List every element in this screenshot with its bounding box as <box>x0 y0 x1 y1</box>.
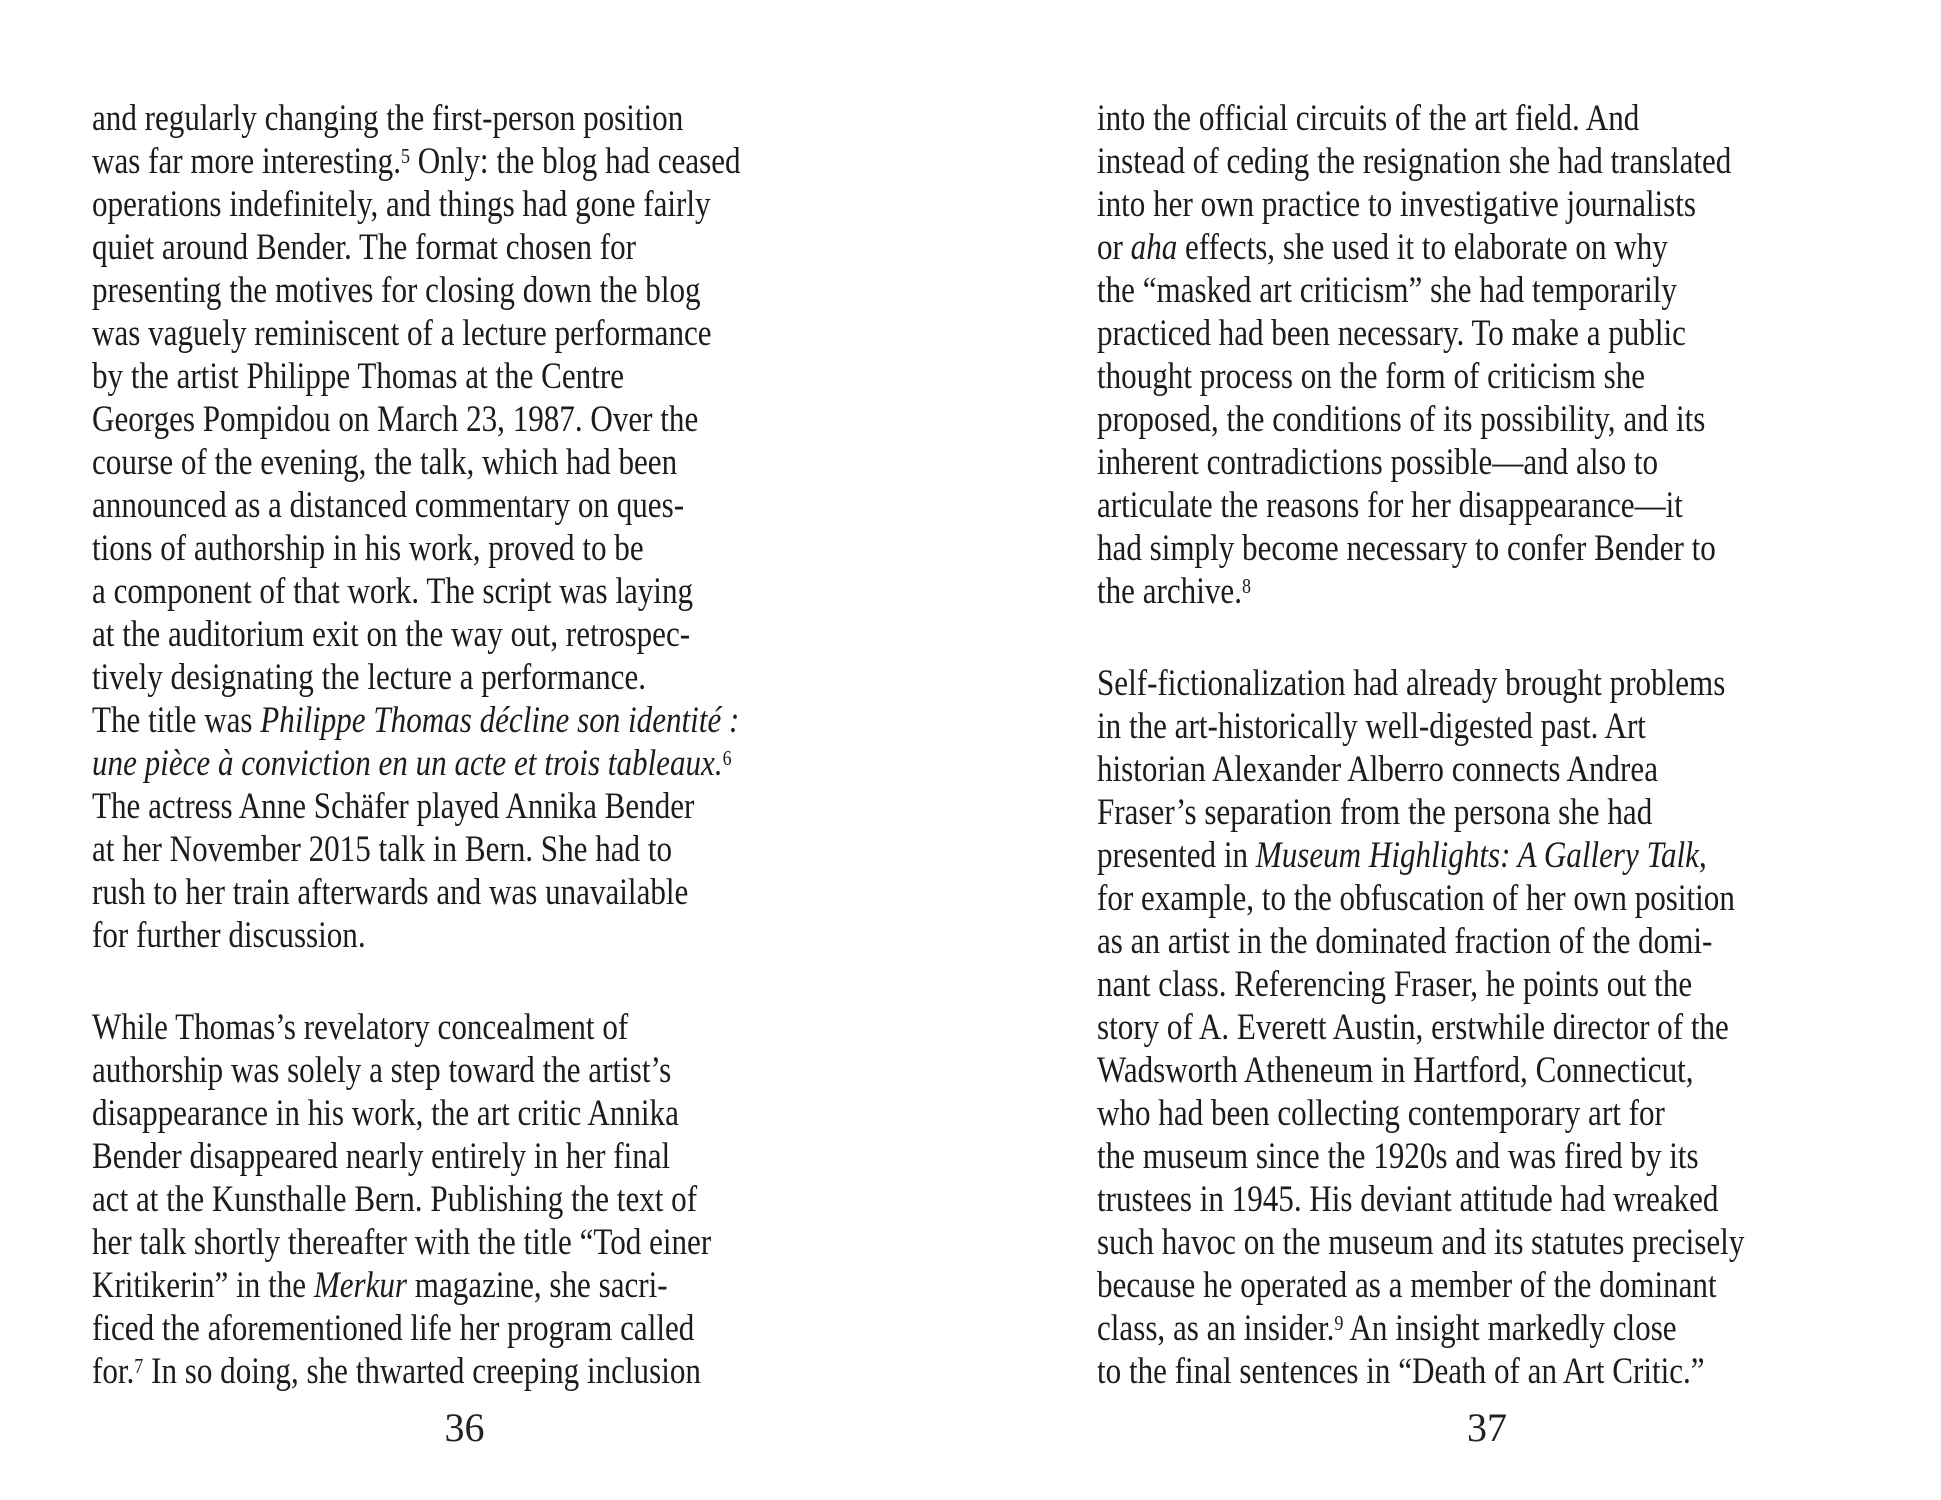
text-line <box>92 269 882 312</box>
text-run: tions of authorship in his work, proved to be <box>92 528 644 569</box>
text-run: , <box>1698 835 1707 876</box>
text-run: was vaguely reminiscent of a lecture performance <box>92 313 712 354</box>
text-run: trustees in 1945. His deviant attitude had wreaked <box>1097 1179 1719 1220</box>
text-run: operations indefinitely, and things had gone fairly <box>92 184 711 225</box>
text-run: Fraser’s separation from the persona she had <box>1097 792 1653 833</box>
text-line <box>1097 527 1887 570</box>
text-run: for further discussion. <box>92 915 366 956</box>
text-line <box>92 742 882 785</box>
text-line <box>1097 705 1887 748</box>
text-run: authorship was solely a step toward the artist’s <box>92 1050 672 1091</box>
text-run: magazine, she sacri- <box>407 1265 668 1306</box>
page-37 <box>970 0 1941 1500</box>
text-line <box>1097 441 1887 484</box>
emphasized-text: aha <box>1130 227 1178 268</box>
paragraph <box>1097 662 1887 1393</box>
text-line <box>1097 834 1887 877</box>
text-line <box>92 656 882 699</box>
text-run: Kritikerin” in the <box>92 1265 314 1306</box>
text-run: in the art-historically well-digested past. Art <box>1097 706 1646 747</box>
text-run: historian Alexander Alberro connects Andrea <box>1097 749 1658 790</box>
text-run: While Thomas’s revelatory concealment of <box>92 1007 629 1048</box>
text-run: nant class. Referencing Fraser, he points out the <box>1097 964 1693 1005</box>
text-run: instead of ceding the resignation she had translated <box>1097 141 1732 182</box>
text-run: The title was <box>92 700 261 741</box>
text-line <box>92 871 882 914</box>
text-line <box>1097 140 1887 183</box>
text-run: act at the Kunsthalle Bern. Publishing the text of <box>92 1179 698 1220</box>
text-run: class, as an insider. <box>1097 1308 1335 1349</box>
text-run: as an artist in the dominated fraction of the domi- <box>1097 921 1713 962</box>
text-line <box>1097 312 1887 355</box>
text-line <box>1097 1006 1887 1049</box>
text-run: ficed the aforementioned life her program called <box>92 1308 695 1349</box>
text-run: for example, to the obfuscation of her own position <box>1097 878 1735 919</box>
text-line <box>1097 570 1887 613</box>
text-run: for. <box>92 1351 135 1392</box>
text-run: such havoc on the museum and its statutes precisely <box>1097 1222 1745 1263</box>
paragraph <box>92 97 882 957</box>
text-line <box>1097 1350 1887 1393</box>
text-line <box>92 699 882 742</box>
text-run: Wadsworth Atheneum in Hartford, Connecticut, <box>1097 1050 1694 1091</box>
page-37-text-block <box>1097 97 1887 1393</box>
text-run: had simply become necessary to confer Bender to <box>1097 528 1716 569</box>
text-line <box>1097 1264 1887 1307</box>
text-run: to the final sentences in “Death of an Art Critic.” <box>1097 1351 1705 1392</box>
text-line <box>1097 484 1887 527</box>
text-run: proposed, the conditions of its possibility, and its <box>1097 399 1706 440</box>
text-run: thought process on the form of criticism she <box>1097 356 1646 397</box>
text-run: presenting the motives for closing down the blog <box>92 270 701 311</box>
text-line <box>92 613 882 656</box>
text-line <box>1097 226 1887 269</box>
text-line <box>92 785 882 828</box>
text-run: the archive. <box>1097 571 1242 612</box>
text-run: Georges Pompidou on March 23, 1987. Over the <box>92 399 699 440</box>
text-line <box>1097 963 1887 1006</box>
page-36 <box>0 0 970 1500</box>
text-run: practiced had been necessary. To make a public <box>1097 313 1686 354</box>
footnote-marker: 7 <box>134 1353 144 1378</box>
text-line <box>1097 1221 1887 1264</box>
text-run: a component of that work. The script was laying <box>92 571 694 612</box>
text-run: story of A. Everett Austin, erstwhile director of the <box>1097 1007 1729 1048</box>
text-run: into her own practice to investigative journalists <box>1097 184 1697 225</box>
page-36-text-block <box>92 97 882 1393</box>
text-run: Bender disappeared nearly entirely in her final <box>92 1136 671 1177</box>
footnote-marker: 9 <box>1334 1310 1344 1335</box>
text-run: by the artist Philippe Thomas at the Centre <box>92 356 625 397</box>
text-run: the museum since the 1920s and was fired by its <box>1097 1136 1699 1177</box>
emphasized-text: une pièce à conviction en un acte et trois tableaux. <box>92 743 723 784</box>
text-line <box>92 914 882 957</box>
text-line <box>1097 398 1887 441</box>
text-run: and regularly changing the first-person position <box>92 98 684 139</box>
footnote-marker: 5 <box>400 143 410 168</box>
text-line <box>1097 97 1887 140</box>
text-line <box>92 570 882 613</box>
text-run: the “masked art criticism” she had temporarily <box>1097 270 1677 311</box>
text-line <box>92 312 882 355</box>
text-line <box>92 1264 882 1307</box>
text-line <box>92 183 882 226</box>
footnote-marker: 6 <box>722 745 732 770</box>
text-line <box>92 1350 882 1393</box>
page-36-number: 36 <box>444 1405 485 1450</box>
text-line <box>1097 269 1887 312</box>
text-line <box>1097 183 1887 226</box>
text-line <box>92 1049 882 1092</box>
text-line <box>92 398 882 441</box>
text-line <box>92 1307 882 1350</box>
text-run: disappearance in his work, the art critic Annika <box>92 1093 679 1134</box>
text-run: at her November 2015 talk in Bern. She had to <box>92 829 673 870</box>
text-run: course of the evening, the talk, which had been <box>92 442 678 483</box>
text-run: because he operated as a member of the dominant <box>1097 1265 1717 1306</box>
text-line <box>1097 1049 1887 1092</box>
text-line <box>92 484 882 527</box>
text-line <box>1097 1092 1887 1135</box>
paragraph <box>1097 97 1887 613</box>
text-run: In so doing, she thwarted creeping inclusion <box>143 1351 701 1392</box>
text-line <box>92 355 882 398</box>
text-run: tively designating the lecture a performance. <box>92 657 647 698</box>
text-line <box>1097 355 1887 398</box>
text-line <box>1097 1135 1887 1178</box>
text-line <box>92 140 882 183</box>
text-run: her talk shortly thereafter with the title “Tod einer <box>92 1222 712 1263</box>
page-37-number: 37 <box>1467 1405 1507 1450</box>
text-line <box>1097 662 1887 705</box>
text-run: announced as a distanced commentary on ques- <box>92 485 685 526</box>
text-run: The actress Anne Schäfer played Annika Bender <box>92 786 695 827</box>
emphasized-text: Museum Highlights: A Gallery Talk <box>1255 835 1699 876</box>
text-run: who had been collecting contemporary art for <box>1097 1093 1665 1134</box>
text-run: was far more interesting. <box>92 141 401 182</box>
text-line <box>92 1178 882 1221</box>
footnote-marker: 8 <box>1241 573 1251 598</box>
emphasized-text: Merkur <box>313 1265 408 1306</box>
text-run: effects, she used it to elaborate on why <box>1177 227 1668 268</box>
text-run: Only: the blog had ceased <box>409 141 741 182</box>
text-line <box>92 828 882 871</box>
text-line <box>92 1006 882 1049</box>
emphasized-text: Philippe Thomas décline son identité : <box>260 700 740 741</box>
text-run: inherent contradictions possible—and also to <box>1097 442 1659 483</box>
text-line <box>92 1221 882 1264</box>
text-run: An insight markedly close <box>1343 1308 1677 1349</box>
text-run: rush to her train afterwards and was unavailable <box>92 872 689 913</box>
text-line <box>92 1092 882 1135</box>
paragraph <box>92 1006 882 1393</box>
text-line <box>1097 791 1887 834</box>
text-line <box>92 1135 882 1178</box>
text-run: into the official circuits of the art field. And <box>1097 98 1640 139</box>
text-run: presented in <box>1097 835 1256 876</box>
text-line <box>1097 920 1887 963</box>
text-line <box>1097 1307 1887 1350</box>
text-run: quiet around Bender. The format chosen for <box>92 227 637 268</box>
text-run: articulate the reasons for her disappearance—it <box>1097 485 1683 526</box>
text-line <box>92 527 882 570</box>
text-line <box>1097 877 1887 920</box>
text-run: Self-fictionalization had already brought problems <box>1097 663 1726 704</box>
text-line <box>1097 1178 1887 1221</box>
text-line <box>92 97 882 140</box>
text-line <box>1097 748 1887 791</box>
text-run: or <box>1097 227 1131 268</box>
text-line <box>92 226 882 269</box>
text-line <box>92 441 882 484</box>
text-run: at the auditorium exit on the way out, retrospec- <box>92 614 691 655</box>
